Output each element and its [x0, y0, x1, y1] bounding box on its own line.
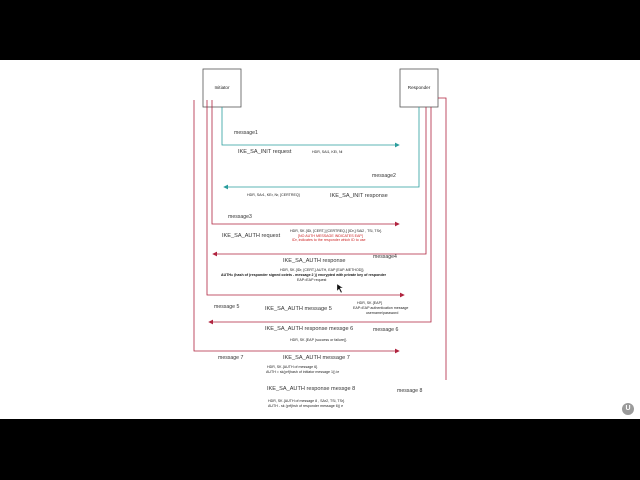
message1-name: IKE_SA_INIT request	[238, 149, 292, 155]
message7-label: message 7	[218, 355, 244, 361]
message4-payload: HDR, SK {IDr, [CERT,] AUTH, EAP [EAP-METHOD]}	[280, 268, 364, 272]
message6-payload: HDR, SK {EAP (success or failure)}	[290, 338, 347, 342]
message7-name: IKE_SA_AUTH message 7	[283, 355, 350, 361]
ike-sequence-diagram	[0, 60, 640, 419]
message7-auth: AUTH = sk(prf(hash of initiator message 1)) ie	[266, 370, 340, 374]
message4-name: IKE_SA_AUTH response	[283, 258, 346, 264]
mouse-cursor-icon	[337, 284, 343, 293]
message5-eap: EAP=EAP authentication message	[353, 306, 409, 310]
watermark-logo-icon: U	[622, 403, 634, 415]
message4-auth: AUTH= (hash of (responder signed octets - message 2 )) encrypted with private key of responder	[221, 273, 387, 277]
message3-label: message3	[228, 214, 252, 220]
message1-label: message1	[234, 130, 258, 136]
message2-name: IKE_SA_INIT response	[330, 193, 388, 199]
message3-note-eap: [NO AUTH MESSAGE INDICATES EAP]	[298, 234, 363, 238]
initiator-label: Initiator	[214, 85, 230, 90]
message5-payload: HDR, SK {EAP}	[357, 301, 383, 305]
message4-eap: EAP=EAP request	[297, 278, 327, 282]
message2-payload: HDR, SAr1, KEr, Nr, [CERTREQ]	[247, 193, 300, 197]
responder-label: Responder	[407, 85, 431, 90]
message5-label: message 5	[214, 304, 240, 310]
message4-label: message4	[373, 254, 397, 260]
message1-arrow	[222, 107, 399, 145]
message5-name: IKE_SA_AUTH message 5	[265, 306, 332, 312]
slide	[0, 60, 640, 419]
message1-payload: HDR, SAi1, KEi, Ni	[312, 150, 343, 154]
responder-outer-lifeline	[438, 98, 446, 380]
message2-label: message2	[372, 173, 396, 179]
message8-payload: HDR, SK {AUTH of message 8 , SAr2, TSi, TSr}	[268, 399, 345, 403]
message8-auth: AUTH - sk (prf(hsh of responder message 6)) e	[268, 404, 344, 408]
message3-name: IKE_SA_AUTH request	[222, 233, 281, 239]
message3-arrow	[212, 100, 399, 224]
message8-name: IKE_SA_AUTH response messge 8	[267, 386, 356, 392]
message8-label: message 8	[397, 388, 423, 394]
message6-name: IKE_SA_AUTH response messge 6	[265, 326, 354, 332]
message6-label: message 6	[373, 327, 399, 333]
message5-creds: username/password	[366, 311, 399, 315]
message7-payload: HDR, SK {AUTH of message 6}	[267, 365, 318, 369]
message3-note-idr: IDr, indicates to the responder which ID to use	[292, 238, 366, 242]
message3-payload: HDR, SK {IDi, [CERT,] [CERTREQ,] [IDr,] SAi2 , TSi, TSr}	[290, 229, 382, 233]
